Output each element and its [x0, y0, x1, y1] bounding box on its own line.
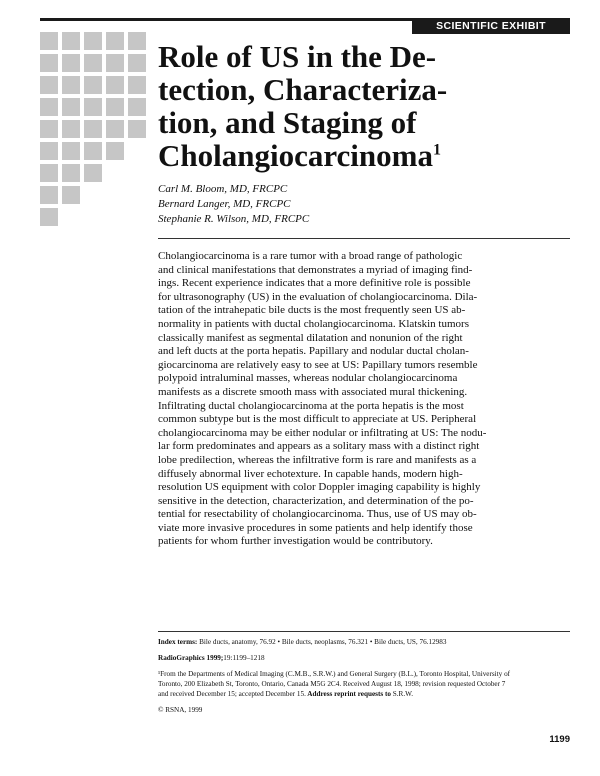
abstract-line: giocarcinoma are relatively easy to see at US: Papillary tumors resemble — [158, 358, 478, 371]
abstract-line: cholangiocarcinoma may be either nodular or infiltrating at US: The nodu- — [158, 426, 487, 439]
footnote-block — [158, 637, 570, 715]
author: Stephanie R. Wilson, MD, FRCPC — [158, 213, 310, 225]
abstract-line: diffusely abnormal liver echotexture. In capable hands, modern high- — [158, 467, 463, 480]
index-terms-text: Bile ducts, anatomy, 76.92 • Bile ducts, neoplasms, 76.321 • Bile ducts, US, 76.12983 — [197, 638, 447, 646]
abstract-rule — [158, 238, 570, 239]
title-line: tion, and Staging of — [158, 105, 417, 140]
affiliation-line: ¹From the Departments of Medical Imaging (C.M.B., S.R.W.) and General Surgery (B.L.), Toronto Hospital, University of — [158, 670, 511, 678]
abstract-line: viate more invasive procedures in some patients and help identify those — [158, 521, 473, 534]
abstract-line: and left ducts at the porta hepatis. Papillary and nodular ductal cholan- — [158, 345, 469, 358]
author: Carl M. Bloom, MD, FRCPC — [158, 183, 288, 195]
abstract-line: tential for resectability of cholangiocarcinoma. Thus, use of US may ob- — [158, 508, 477, 521]
affiliation-text: and received December 15; accepted December 15. — [158, 690, 306, 698]
footnote-rule — [158, 631, 570, 632]
abstract-line: polypoid intraluminal masses, whereas nodular cholangiocarcinoma — [158, 372, 458, 385]
abstract — [158, 250, 570, 549]
author: Bernard Langer, MD, FRCPC — [158, 198, 291, 210]
title-footnote-mark: 1 — [433, 141, 441, 159]
affiliation-line: Toronto, 200 Elizabeth St, Toronto, Ontario, Canada M5G 2C4. Received August 18, 1998; revision requested October 7 — [158, 680, 506, 688]
reprint-to: S.R.W. — [390, 690, 414, 698]
abstract-line: resolution US equipment with color Doppler imaging capability is highly — [158, 481, 481, 494]
abstract-line: Infiltrating ductal cholangiocarcinoma at the porta hepatis is the most — [158, 399, 464, 412]
journal-citation — [158, 653, 570, 663]
abstract-line: lar form predominates and appears as a solitary mass with a distinct right — [158, 440, 480, 453]
affiliation-line-last — [158, 689, 570, 699]
abstract-line: patients for whom further investigation would be contributory. — [158, 535, 433, 548]
abstract-line: tation of the intrahepatic bile ducts is the most frequently seen US ab- — [158, 304, 466, 317]
journal-pages: 19:1199–1218 — [223, 654, 265, 662]
journal-label: RadioGraphics 1999; — [158, 654, 224, 662]
article-title — [158, 40, 558, 172]
title-line: Role of US in the De- — [158, 39, 437, 74]
title-line: tection, Characteriza- — [158, 72, 448, 107]
page-number: 1199 — [549, 734, 570, 745]
section-banner: SCIENTIFIC EXHIBIT — [412, 18, 570, 34]
abstract-line: Cholangiocarcinoma is a rare tumor with a broad range of pathologic — [158, 250, 463, 262]
title-line-text: Cholangiocarcinoma — [158, 138, 433, 173]
index-terms — [158, 637, 570, 647]
reprint-label: Address reprint requests to — [305, 690, 391, 698]
author-list — [158, 182, 309, 227]
abstract-line: for ultrasonography (US) in the evaluation of cholangiocarcinoma. Dila- — [158, 290, 478, 303]
title-line-last — [158, 139, 558, 172]
abstract-line: lobe predilection, whereas the infiltrative form is rare and manifests as a — [158, 453, 477, 466]
abstract-line: ings. Recent experience indicates that a more definitive role is possible — [158, 277, 471, 290]
abstract-line: normality in patients with ductal cholangiocarcinoma. Klatskin tumors — [158, 317, 469, 330]
abstract-line: classically manifest as segmental dilatation and nonunion of the right — [158, 331, 463, 344]
abstract-line: common subtype but is the most difficult to appreciate at US. Peripheral — [158, 413, 477, 426]
copyright: © RSNA, 1999 — [158, 706, 203, 714]
index-terms-label: Index terms: — [158, 638, 198, 646]
abstract-line: and clinical manifestations that demonstrates a myriad of imaging find- — [158, 263, 473, 276]
abstract-line: sensitive in the detection, characterization, and determination of the po- — [158, 494, 474, 507]
abstract-line: manifests as a discrete smooth mass with associated mural thickening. — [158, 385, 468, 398]
